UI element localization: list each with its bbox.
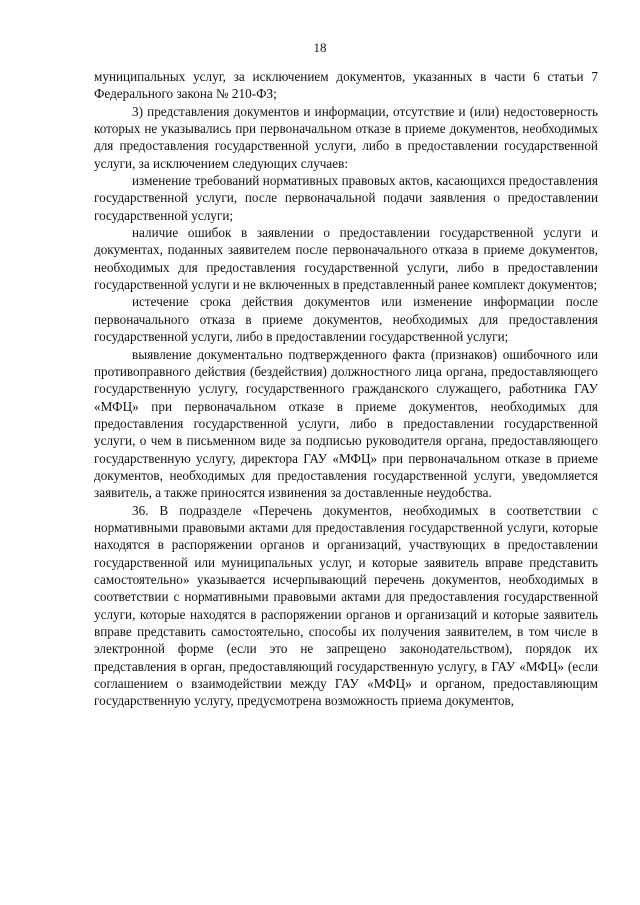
paragraph-1: 3) представления документов и информации, отсутствие и (или) недостоверность которых не указывались при первоначальном отказе в приеме документов, необходимых для предоставления государственной услуги, либо в предоставлении государственной услуги, за исключением следующих случаев: xyxy=(94,103,598,171)
paragraph-0: муниципальных услуг, за исключением документов, указанных в части 6 статьи 7 Федерального закона № 210-ФЗ; xyxy=(94,69,598,102)
paragraph-4: истечение срока действия документов или изменение информации после первоначального отказа в приеме документов, необходимых для предоставления государственной услуги, либо в предоставлении государственной услуги; xyxy=(94,294,598,345)
page-number: 18 xyxy=(313,40,327,55)
paragraph-2: изменение требований нормативных правовых актов, касающихся предоставления государственной услуги, после первоначальной подачи заявления о предоставлении государственной услуги; xyxy=(94,173,598,223)
paragraph-6: 36. В подразделе «Перечень документов, необходимых в соответствии с нормативными правовыми актами для предоставления государственной услуги, которые находятся в распоряжении органов и организаций, участвующих в предоставлении государственной или муниципальных услуг, и которые заявитель вправе представить самостоятельно» указывается исчерпывающий перечень документов, необходимых в соответствии с нормативными правовыми актами для предоставления государственной услуги, которые находятся в распоряжении органов и организаций и которые заявитель вправе представить самостоятельно, способы их получения заявителем, в том числе в электронной форме (если это не запрещено законодательством), порядок их представления в орган, предоставляющий государственную услугу, в ГАУ «МФЦ» (если соглашением о взаимодействии между ГАУ «МФЦ» и органом, предоставляющим государственную услугу, предусмотрена возможность приема документов, xyxy=(94,502,598,709)
paragraph-3: наличие ошибок в заявлении о предоставлении государственной услуги и документах, поданных заявителем после первоначального отказа в приеме документов, необходимых для предоставления государственной услуги, либо в предоставлении государственной услуги и не включенных в представленный ранее комплект документов; xyxy=(94,225,598,293)
paragraph-5: выявление документально подтвержденного факта (признаков) ошибочного или противоправного действия (бездействия) должностного лица органа, предоставляющего государственную услугу, государственного гражданского служащего, работника ГАУ «МФЦ» при первоначальном отказе в приеме документов, необходимых для предоставления государственной услуги, либо в предоставлении государственной услуги, о чем в письменном виде за подписью руководителя органа, предоставляющего государственную услугу, директора ГАУ «МФЦ» при первоначальном отказе в приеме документов, необходимых для предоставления государственной услуги, уведомляется заявитель, а также приносятся извинения за доставленные неудобства. xyxy=(94,346,598,501)
document-body xyxy=(94,68,598,710)
